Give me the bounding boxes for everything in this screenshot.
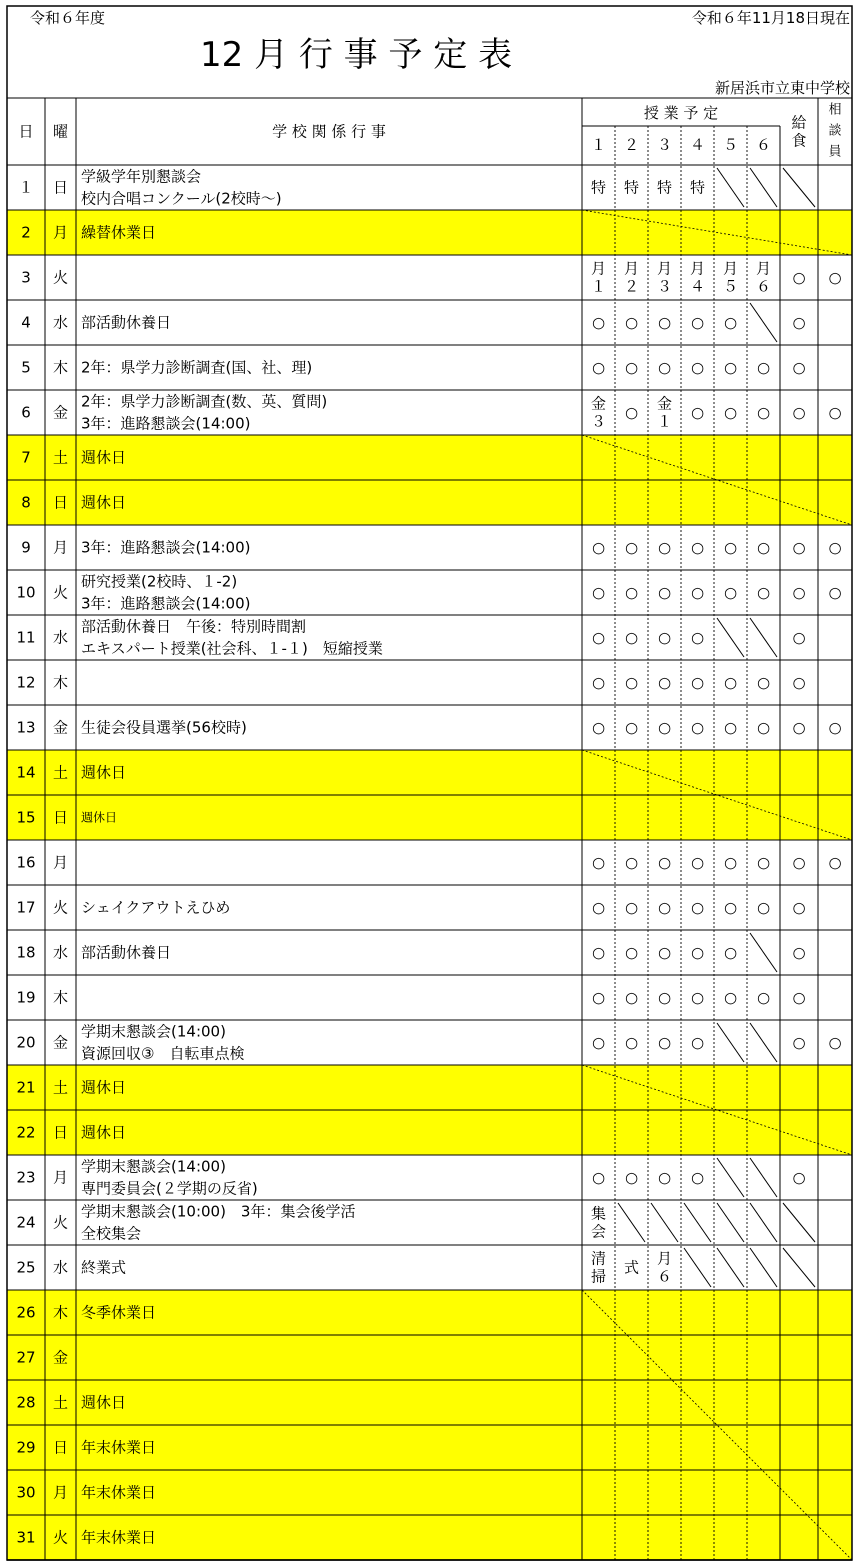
period-mark: ○ — [690, 718, 705, 737]
period-mark: ○ — [792, 943, 806, 962]
day-number: 7 — [21, 448, 31, 467]
day-number: 17 — [16, 898, 36, 917]
period-mark: ○ — [690, 988, 705, 1007]
day-number: 12 — [16, 673, 36, 692]
event-text: 3年：進路懇談会(14:00) — [81, 414, 251, 433]
cell-slash — [783, 1248, 815, 1287]
period-mark: ６ — [656, 1267, 673, 1286]
period-mark: ○ — [624, 1168, 639, 1187]
period-mark: ○ — [828, 1033, 842, 1052]
event-text: 2年：県学力診断調査(国、社、理) — [81, 358, 313, 377]
cell-slash — [651, 1203, 678, 1242]
weekday-label: 水 — [52, 313, 69, 332]
period-mark: ○ — [624, 988, 639, 1007]
period-mark: 式 — [623, 1258, 640, 1277]
weekday-label: 火 — [52, 898, 69, 917]
holiday-row-fill — [7, 1110, 852, 1155]
event-text: 週休日 — [81, 448, 127, 467]
day-number: 19 — [16, 988, 36, 1007]
period-mark: ○ — [624, 943, 639, 962]
day-number: 9 — [21, 538, 31, 557]
period-mark: ○ — [690, 1033, 705, 1052]
day-number: １ — [18, 178, 34, 197]
period-mark: ○ — [591, 898, 606, 917]
weekday-label: 日 — [52, 1438, 69, 1457]
fiscal-year: 令和６年度 — [30, 9, 106, 27]
period-mark: ○ — [657, 358, 672, 377]
period-mark: ○ — [756, 988, 771, 1007]
weekday-label: 土 — [52, 448, 69, 467]
event-text: 校内合唱コンクール(2校時～) — [81, 189, 282, 208]
as-of-date: 令和６年11月18日現在 — [691, 9, 850, 27]
period-mark: ○ — [690, 943, 705, 962]
period-mark: ○ — [828, 853, 842, 872]
header-lunch: 食 — [791, 131, 807, 150]
period-mark: ○ — [756, 358, 771, 377]
period-mark: ○ — [690, 853, 705, 872]
period-mark: ○ — [756, 403, 771, 422]
event-text: 週休日 — [81, 1393, 127, 1412]
period-mark: ○ — [624, 358, 639, 377]
holiday-row-fill — [7, 750, 852, 795]
period-mark: ○ — [756, 673, 771, 692]
period-mark: 特 — [656, 178, 673, 197]
period-mark: 金 — [656, 394, 673, 413]
weekday-label: 火 — [52, 268, 69, 287]
event-text: 終業式 — [81, 1258, 127, 1277]
header-lunch: 給 — [791, 113, 807, 132]
period-mark: ○ — [624, 718, 639, 737]
period-mark: ○ — [591, 988, 606, 1007]
event-text: 年末休業日 — [81, 1528, 157, 1547]
period-mark: 月 — [689, 259, 706, 278]
cell-slash — [717, 168, 744, 207]
period-mark: ○ — [792, 583, 806, 602]
period-mark: ○ — [690, 1168, 705, 1187]
period-mark: ○ — [657, 628, 672, 647]
weekday-label: 水 — [52, 628, 69, 647]
period-mark: ○ — [591, 538, 606, 557]
event-text: 部活動休養日 — [81, 313, 172, 332]
event-text: 繰替休業日 — [81, 223, 157, 242]
header-period-number: １ — [590, 136, 607, 154]
cell-slash — [717, 1158, 744, 1197]
period-mark: ○ — [756, 718, 771, 737]
period-mark: 月 — [656, 259, 673, 278]
holiday-row-fill — [7, 435, 852, 480]
event-text: 生徒会役員選挙(56校時) — [81, 718, 247, 737]
period-mark: ○ — [624, 538, 639, 557]
day-number: 15 — [16, 808, 36, 827]
period-mark: ４ — [689, 277, 706, 296]
period-mark: 掃 — [590, 1267, 607, 1286]
weekday-label: 火 — [52, 1528, 69, 1547]
day-number: 11 — [16, 628, 36, 647]
period-mark: ○ — [591, 358, 606, 377]
day-number: 16 — [16, 853, 36, 872]
period-mark: ○ — [792, 853, 806, 872]
header-period-number: ６ — [755, 136, 772, 154]
day-number: 28 — [16, 1393, 36, 1412]
day-number: 27 — [16, 1348, 36, 1367]
period-mark: ○ — [792, 268, 806, 287]
period-mark: ３ — [590, 412, 607, 431]
period-mark: ２ — [623, 277, 640, 296]
holiday-row-fill — [7, 1380, 852, 1425]
weekday-label: 土 — [52, 763, 69, 782]
event-text: 全校集会 — [81, 1224, 142, 1243]
event-text: 週休日 — [81, 1123, 127, 1142]
period-mark: １ — [590, 277, 607, 296]
period-mark: ○ — [723, 943, 738, 962]
period-mark: ○ — [591, 628, 606, 647]
cell-slash — [750, 168, 777, 207]
event-text: エキスパート授業(社会科、１-１) 短縮授業 — [81, 639, 383, 658]
header-events: 学 校 関 係 行 事 — [272, 122, 386, 141]
event-text: 資源回収③ 自転車点検 — [81, 1044, 245, 1063]
period-mark: ○ — [690, 628, 705, 647]
period-mark: ○ — [792, 988, 806, 1007]
period-mark: ○ — [828, 403, 842, 422]
cell-slash — [750, 303, 777, 342]
weekday-label: 日 — [52, 808, 69, 827]
period-mark: 月 — [590, 259, 607, 278]
weekday-label: 金 — [52, 718, 69, 737]
cell-slash — [750, 933, 777, 972]
weekday-label: 金 — [52, 403, 69, 422]
weekday-label: 水 — [52, 943, 69, 962]
day-number: 3 — [21, 268, 31, 287]
weekday-label: 金 — [52, 1348, 69, 1367]
period-mark: 月 — [656, 1249, 673, 1268]
period-mark: ○ — [792, 358, 806, 377]
day-number: 24 — [16, 1213, 36, 1232]
period-mark: 会 — [590, 1222, 607, 1241]
day-number: 18 — [16, 943, 36, 962]
event-text: 学級学年別懇談会 — [81, 167, 202, 186]
period-mark: ○ — [723, 673, 738, 692]
period-mark: ○ — [723, 898, 738, 917]
weekday-label: 日 — [52, 493, 69, 512]
period-mark: 月 — [623, 259, 640, 278]
period-mark: ○ — [756, 538, 771, 557]
holiday-row-fill — [7, 795, 852, 840]
period-mark: ○ — [723, 853, 738, 872]
holiday-row-fill — [7, 1335, 852, 1380]
period-mark: ○ — [723, 583, 738, 602]
period-mark: 月 — [755, 259, 772, 278]
weekday-label: 日 — [52, 178, 69, 197]
weekday-label: 月 — [52, 223, 69, 242]
holiday-row-fill — [7, 1065, 852, 1110]
period-mark: ○ — [591, 583, 606, 602]
period-mark: 金 — [590, 394, 607, 413]
period-mark: ○ — [657, 718, 672, 737]
weekday-label: 金 — [52, 1033, 69, 1052]
event-text: 年末休業日 — [81, 1438, 157, 1457]
period-mark: ○ — [591, 853, 606, 872]
period-mark: ○ — [657, 673, 672, 692]
weekday-label: 月 — [52, 1483, 69, 1502]
event-text: 部活動休養日 午後：特別時間割 — [81, 617, 307, 636]
cell-slash — [750, 1203, 777, 1242]
event-text: 部活動休養日 — [81, 943, 172, 962]
period-mark: ○ — [792, 313, 806, 332]
cell-slash — [684, 1248, 711, 1287]
day-number: 6 — [21, 403, 31, 422]
header-period-number: ２ — [623, 136, 640, 154]
period-mark: ○ — [792, 538, 806, 557]
day-number: 25 — [16, 1258, 36, 1277]
period-mark: ○ — [723, 538, 738, 557]
period-mark: ○ — [591, 313, 606, 332]
event-text: 3年：進路懇談会(14:00) — [81, 538, 251, 557]
event-text: 専門委員会(２学期の反省) — [81, 1179, 258, 1198]
cell-slash — [717, 1203, 744, 1242]
day-number: 14 — [16, 763, 36, 782]
day-number: 8 — [21, 493, 31, 512]
event-text: 週休日 — [81, 493, 127, 512]
period-mark: ○ — [591, 943, 606, 962]
period-mark: ○ — [657, 943, 672, 962]
day-number: 5 — [21, 358, 31, 377]
day-number: 30 — [16, 1483, 36, 1502]
header-periods-group: 授 業 予 定 — [643, 104, 719, 122]
period-mark: 特 — [590, 178, 607, 197]
period-mark: ○ — [723, 988, 738, 1007]
day-number: 4 — [21, 313, 31, 332]
period-mark: ○ — [690, 358, 705, 377]
cell-slash — [618, 1203, 645, 1242]
cell-slash — [750, 1158, 777, 1197]
period-mark: ○ — [624, 1033, 639, 1052]
period-mark: ３ — [656, 277, 673, 296]
weekday-label: 土 — [52, 1078, 69, 1097]
period-mark: ６ — [755, 277, 772, 296]
period-mark: ○ — [828, 583, 842, 602]
weekday-label: 木 — [52, 358, 69, 377]
period-mark: ○ — [657, 538, 672, 557]
period-mark: ○ — [756, 853, 771, 872]
weekday-label: 月 — [52, 853, 69, 872]
cell-slash — [783, 1203, 815, 1242]
period-mark: 集 — [590, 1204, 607, 1223]
period-mark: ○ — [792, 673, 806, 692]
period-mark: ○ — [792, 718, 806, 737]
day-number: 20 — [16, 1033, 36, 1052]
event-text: 研究授業(2校時、１-2) — [81, 572, 238, 591]
period-mark: ○ — [624, 853, 639, 872]
cell-slash — [783, 168, 815, 207]
period-mark: 清 — [590, 1249, 607, 1268]
period-mark: ○ — [690, 313, 705, 332]
cell-slash — [684, 1203, 711, 1242]
weekday-label: 水 — [52, 1258, 69, 1277]
period-mark: ○ — [624, 628, 639, 647]
day-number: 26 — [16, 1303, 36, 1322]
header-period-number: ４ — [689, 136, 706, 154]
period-mark: ○ — [723, 313, 738, 332]
weekday-label: 土 — [52, 1393, 69, 1412]
period-mark: ○ — [690, 898, 705, 917]
period-mark: ○ — [657, 1168, 672, 1187]
weekday-label: 木 — [52, 673, 69, 692]
period-mark: ○ — [756, 583, 771, 602]
school-name: 新居浜市立東中学校 — [714, 79, 850, 97]
day-number: 31 — [16, 1528, 36, 1547]
header-period-number: ５ — [722, 136, 739, 154]
day-number: 2 — [21, 223, 31, 242]
weekday-label: 火 — [52, 1213, 69, 1232]
period-mark: 月 — [722, 259, 739, 278]
period-mark: ○ — [690, 673, 705, 692]
period-mark: ５ — [722, 277, 739, 296]
cell-slash — [750, 618, 777, 657]
weekday-label: 月 — [52, 538, 69, 557]
event-text: 2年：県学力診断調査(数、英、質問) — [81, 392, 328, 411]
header-period-number: ３ — [656, 136, 673, 154]
period-mark: ○ — [828, 718, 842, 737]
header-counselor: 談 — [828, 123, 842, 139]
period-mark: ○ — [723, 358, 738, 377]
period-mark: ○ — [723, 403, 738, 422]
period-mark: ○ — [657, 898, 672, 917]
event-text: 週休日 — [81, 763, 127, 782]
period-mark: ○ — [792, 1168, 806, 1187]
header-counselor: 員 — [828, 144, 842, 160]
weekday-label: 月 — [52, 1168, 69, 1187]
period-mark: ○ — [657, 1033, 672, 1052]
cell-slash — [717, 1023, 744, 1062]
weekday-label: 木 — [52, 1303, 69, 1322]
page-title: 12 月 行 事 予 定 表 — [200, 35, 513, 75]
period-mark: ○ — [690, 403, 705, 422]
period-mark: ○ — [792, 1033, 806, 1052]
period-mark: ○ — [624, 583, 639, 602]
day-number: 13 — [16, 718, 36, 737]
period-mark: ○ — [792, 898, 806, 917]
period-mark: ○ — [690, 583, 705, 602]
holiday-row-fill — [7, 480, 852, 525]
period-mark: 特 — [689, 178, 706, 197]
event-text: 学期末懇談会(10:00) 3年：集会後学活 — [81, 1202, 356, 1221]
period-mark: ○ — [591, 673, 606, 692]
event-text: 学期末懇談会(14:00) — [81, 1022, 226, 1041]
period-mark: ○ — [657, 583, 672, 602]
period-mark: １ — [656, 412, 673, 431]
cell-slash — [717, 618, 744, 657]
day-number: 29 — [16, 1438, 36, 1457]
period-mark: ○ — [657, 313, 672, 332]
period-mark: ○ — [624, 313, 639, 332]
period-mark: 特 — [623, 178, 640, 197]
day-number: 23 — [16, 1168, 36, 1187]
cell-slash — [717, 1248, 744, 1287]
period-mark: ○ — [657, 988, 672, 1007]
period-mark: ○ — [591, 718, 606, 737]
event-text: 3年：進路懇談会(14:00) — [81, 594, 251, 613]
period-mark: ○ — [690, 538, 705, 557]
period-mark: ○ — [624, 898, 639, 917]
period-mark: ○ — [792, 403, 806, 422]
day-number: 10 — [16, 583, 36, 602]
header-weekday: 曜 — [52, 122, 69, 141]
weekday-label: 火 — [52, 583, 69, 602]
event-text: 冬季休業日 — [81, 1303, 157, 1322]
header-day: 日 — [18, 122, 34, 141]
day-number: 22 — [16, 1123, 36, 1142]
event-text: シェイクアウトえひめ — [81, 898, 231, 917]
cell-slash — [750, 1248, 777, 1287]
weekday-label: 日 — [52, 1123, 69, 1142]
period-mark: ○ — [624, 673, 639, 692]
period-mark: ○ — [657, 853, 672, 872]
period-mark: ○ — [756, 898, 771, 917]
event-text: 週休日 — [81, 1078, 127, 1097]
period-mark: ○ — [828, 538, 842, 557]
event-text: 週休日 — [81, 810, 118, 825]
event-text: 学期末懇談会(14:00) — [81, 1157, 226, 1176]
period-mark: ○ — [723, 718, 738, 737]
period-mark: ○ — [591, 1033, 606, 1052]
day-number: 21 — [16, 1078, 36, 1097]
header-counselor: 相 — [828, 102, 842, 118]
period-mark: ○ — [828, 268, 842, 287]
weekday-label: 木 — [52, 988, 69, 1007]
event-text: 年末休業日 — [81, 1483, 157, 1502]
cell-slash — [750, 1023, 777, 1062]
period-mark: ○ — [624, 403, 639, 422]
period-mark: ○ — [792, 628, 806, 647]
period-mark: ○ — [591, 1168, 606, 1187]
